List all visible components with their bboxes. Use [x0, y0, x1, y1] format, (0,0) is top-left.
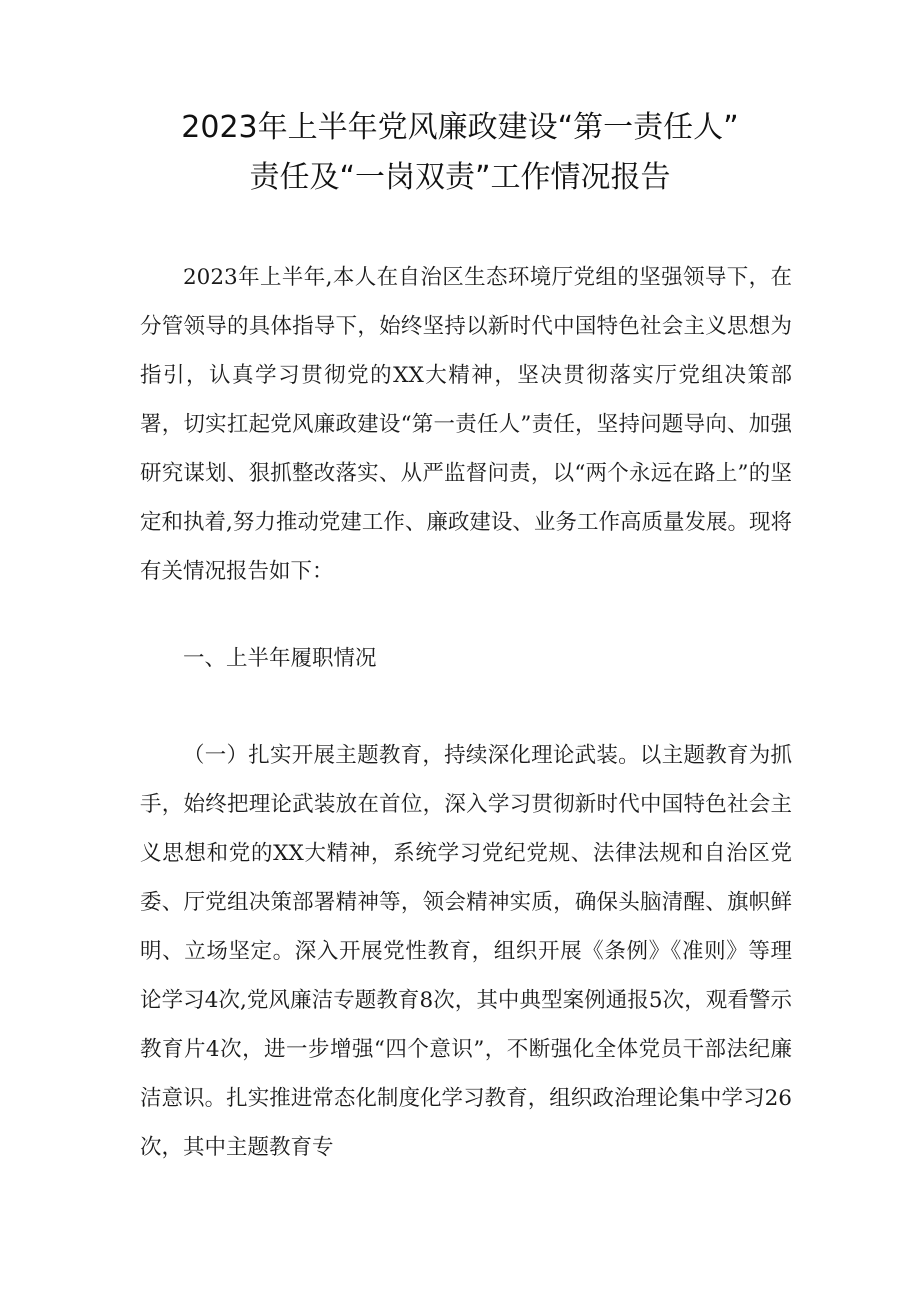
document-title-line-2: 责任及“一岗双责”工作情况报告 — [249, 160, 671, 195]
intro-paragraph: 2023年上半年,本人在自治区生态环境厅党组的坚强领导下，在分管领导的具体指导下，始终坚持以新时代中国特色社会主义思想为指引，认真学习贯彻党的XX大精神，坚决贯彻落实厅党组决策部署，切实扛起党风廉政建设“第一责任人”责任，坚持问题导向、加强研究谋划、狠抓整改落实、从严监督问责，以“两个永远在路上”的坚定和执着,努力推动党建工作、廉政建设、业务工作高质量发展。现将有关情况报告如下： — [140, 265, 792, 584]
section-1-paragraph-1: （一）扎实开展主题教育，持续深化理论武装。以主题教育为抓手，始终把理论武装放在首位，深入学习贯彻新时代中国特色社会主义思想和党的XX大精神，系统学习党纪党规、法律法规和自治区党委、厅党组决策部署精神等，领会精神实质，确保头脑清醒、旗帜鲜明、立场坚定。深入开展党性教育，组织开展《条例》《准则》等理论学习4次,党风廉洁专题教育8次，其中典型案例通报5次，观看警示教育片4次，进一步增强“四个意识”，不断强化全体党员干部法纪廉洁意识。扎实推进常态化制度化学习教育，组织政治理论集中学习26次，其中主题教育专 — [140, 743, 792, 1160]
document-title-line-1: 2023年上半年党风廉政建设“第一责任人” — [181, 110, 739, 145]
section-heading-1: 一、上半年履职情况 — [183, 646, 377, 671]
